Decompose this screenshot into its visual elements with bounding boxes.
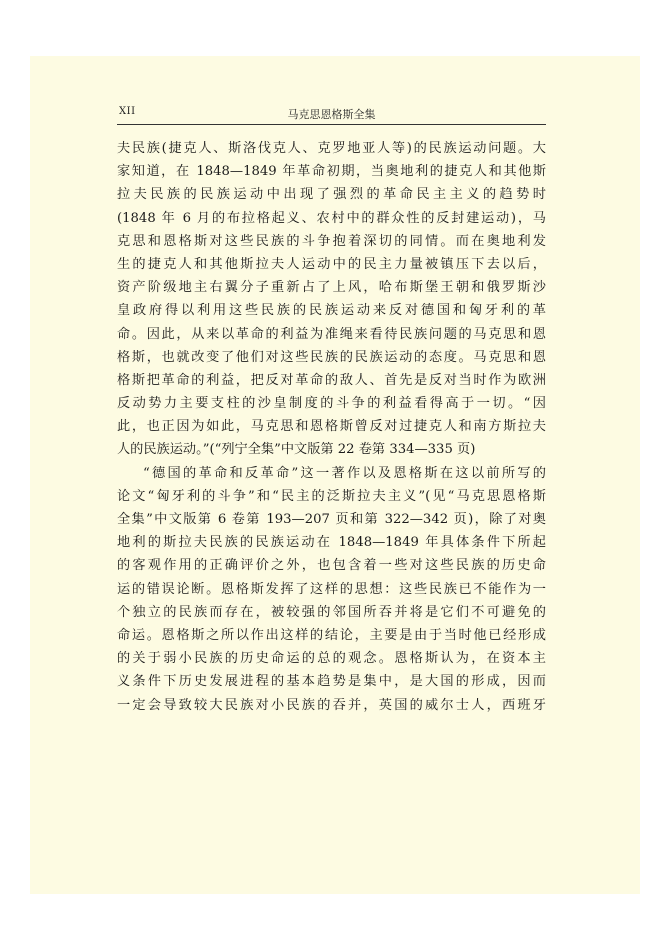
text-line: “德国的革命和反革命”这一著作以及恩格斯在这以前所写的 [143,465,546,481]
text-line: 家知道，在 1848—1849 年革命初期，当奥地利的捷克人和其他斯 [117,164,546,180]
text-line: 运的错误论断。恩格斯发挥了这样的思想：这些民族已不能作为一 [117,581,546,597]
text-line: 命运。恩格斯之所以作出这样的结论，主要是由于当时他已经形成 [117,627,546,643]
text-line: 此，也正因为如此，马克思和恩格斯曾反对过捷克人和南方斯拉夫 [117,419,546,435]
text-line: 一定会导致较大民族对小民族的吞并，英国的威尔士人，西班牙 [117,697,546,713]
page-header [117,104,546,125]
text-line: 义条件下历史发展进程的基本趋势是集中，是大国的形成，因而 [117,674,546,690]
text-line: 资产阶级地主右翼分子重新占了上风，哈布斯堡王朝和俄罗斯沙 [117,280,546,296]
text-line: 夫民族(捷克人、斯洛伐克人、克罗地亚人等)的民族运动问题。大 [117,141,546,156]
text-line: 的关于弱小民族的历史命运的总的观念。恩格斯认为，在资本主 [117,651,546,667]
text-line: 人的民族运动。”(“列宁全集”中文版第 22 卷第 334—335 页) [117,442,476,458]
text-line: 拉夫民族的民族运动中出现了强烈的革命民主主义的趋势时 [117,187,546,203]
text-line: 格斯把革命的利益，把反对革命的敌人、首先是反对当时作为欧洲 [117,372,546,388]
text-line: 全集”中文版第 6 卷第 193—207 页和第 322—342 页)，除了对奥 [117,512,546,527]
text-line: 克思和恩格斯对这些民族的斗争抱着深切的同情。而在奥地利发 [117,233,546,249]
text-line: 命。因此，从来以革命的利益为准绳来看待民族问题的马克思和恩 [117,326,546,342]
text-line: 生的捷克人和其他斯拉夫人运动中的民主力量被镇压下去以后， [117,256,546,272]
text-line: 地利的斯拉夫民族的民族运动在 1848—1849 年具体条件下所起 [117,535,546,551]
running-title: 马克思恩格斯全集 [287,108,376,121]
body-text [117,137,546,717]
text-line: 个独立的民族而存在，被较强的邻国所吞并将是它们不可避免的 [117,604,546,620]
text-line: 论文“匈牙利的斗争”和“民主的泛斯拉夫主义”(见“马克思恩格斯 [117,488,546,504]
page-number: XII [119,106,136,117]
text-line: 反动势力主要支柱的沙皇制度的斗争的利益看得高于一切。“因 [117,396,546,412]
text-line: 的客观作用的正确评价之外，也包含着一些对这些民族的历史命 [117,558,546,574]
text-line: (1848 年 6 月的布拉格起义、农村中的群众性的反封建运动)，马 [117,210,546,226]
text-line: 格斯，也就改变了他们对这些民族的民族运动的态度。马克思和恩 [117,349,546,365]
text-line: 皇政府得以利用这些民族的民族运动来反对德国和匈牙利的革 [117,303,546,319]
